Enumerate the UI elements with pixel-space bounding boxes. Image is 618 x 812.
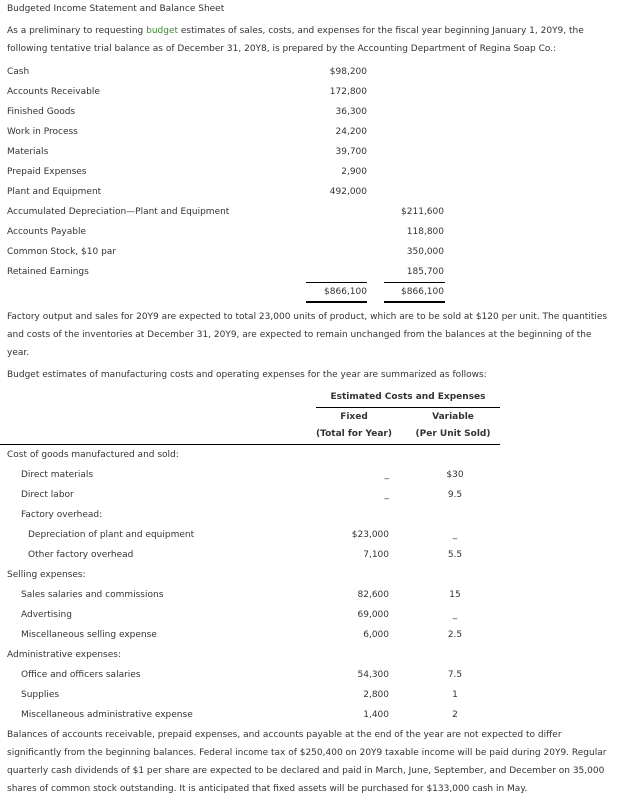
trial-balance-row xyxy=(0,222,618,242)
account-name: Prepaid Expenses xyxy=(7,167,87,177)
cost-label: Direct materials xyxy=(21,470,94,480)
estimate-row xyxy=(0,625,618,645)
trial-balance-total-row xyxy=(0,282,618,302)
estimates-group-header: Estimated Costs and Expenses xyxy=(330,392,486,402)
fixed-cost: 82,600 xyxy=(357,590,389,600)
trial-balance-row xyxy=(0,122,618,142)
closing-paragraph: Balances of accounts receivable, prepaid expenses, and accounts payable at the end of the year are not expected to differ significantly from the beginning balances. Federal income tax of $250,400 on 20Y9 taxable income will be paid during 20Y9. Regular quarterly cash dividends of $1 per share are expected to be declared and paid in March, June, September, and December on 35,000 shares of common stock outstanding. It is anticipated that fixed assets will be purchased for $133,000 cash in May. xyxy=(7,730,607,794)
variable-cost: 9.5 xyxy=(447,490,463,500)
fixed-cost: 54,300 xyxy=(357,670,389,680)
fixed-cost: 2,800 xyxy=(363,690,389,700)
variable-cost: _ xyxy=(452,530,458,540)
intro-text-2: estimates of sales, costs, and expenses for the fiscal year beginning January 1, 20Y9, the following tentative trial balance as of December 31, 20Y8, is prepared by the Accounting Department of Regina Soap Co.: xyxy=(7,26,584,54)
cost-label: Selling expenses: xyxy=(7,570,86,580)
account-name: Accounts Receivable xyxy=(7,87,100,97)
cost-label: Depreciation of plant and equipment xyxy=(28,530,195,540)
cost-label: Miscellaneous administrative expense xyxy=(21,710,193,720)
estimate-row xyxy=(0,465,618,485)
total-credit: $866,100 xyxy=(401,287,444,297)
debit-amount: $98,200 xyxy=(329,67,367,77)
variable-header: Variable xyxy=(432,412,474,422)
debit-amount: 172,800 xyxy=(329,87,367,97)
credit-amount: 185,700 xyxy=(406,267,444,277)
debit-amount: 492,000 xyxy=(329,187,367,197)
credit-amount: $211,600 xyxy=(401,207,444,217)
fixed-subheader: (Total for Year) xyxy=(316,429,392,439)
cost-label: Miscellaneous selling expense xyxy=(21,630,157,640)
fixed-cost: $23,000 xyxy=(351,530,389,540)
trial-balance-row xyxy=(0,102,618,122)
cost-label: Direct labor xyxy=(21,490,74,500)
estimate-row xyxy=(0,445,618,465)
variable-cost: 15 xyxy=(449,590,461,600)
cost-label: Cost of goods manufactured and sold: xyxy=(7,450,179,460)
debit-amount: 36,300 xyxy=(335,107,367,117)
fixed-cost: 7,100 xyxy=(363,550,389,560)
fixed-cost: 1,400 xyxy=(363,710,389,720)
estimate-row xyxy=(0,565,618,585)
cost-label: Office and officers salaries xyxy=(21,670,141,680)
trial-balance-row xyxy=(0,62,618,82)
page-title: Budgeted Income Statement and Balance Sheet xyxy=(7,4,225,14)
trial-balance-row xyxy=(0,262,618,282)
debit-double-underline xyxy=(306,301,367,303)
estimate-row xyxy=(0,645,618,665)
budget-link[interactable]: budget xyxy=(146,26,179,36)
variable-cost: 1 xyxy=(452,690,458,700)
credit-amount: 350,000 xyxy=(406,247,444,257)
account-name: Retained Earnings xyxy=(7,267,89,277)
account-name: Work in Process xyxy=(7,127,78,137)
estimates-intro: Budget estimates of manufacturing costs and operating expenses for the year are summarized as follows: xyxy=(7,370,487,380)
estimate-row xyxy=(0,685,618,705)
estimate-row xyxy=(0,585,618,605)
estimate-row xyxy=(0,705,618,725)
estimate-row xyxy=(0,525,618,545)
estimate-row xyxy=(0,505,618,525)
variable-cost: _ xyxy=(452,610,458,620)
trial-balance-row xyxy=(0,182,618,202)
intro-text: As a preliminary to requesting xyxy=(7,26,147,36)
cost-label: Advertising xyxy=(21,610,72,620)
fixed-cost: _ xyxy=(384,490,389,500)
account-name: Accounts Payable xyxy=(7,227,87,237)
variable-cost: 7.5 xyxy=(447,670,463,680)
variable-subheader: (Per Unit Sold) xyxy=(415,429,491,439)
debit-amount: 24,200 xyxy=(335,127,367,137)
estimate-row xyxy=(0,665,618,685)
account-name: Materials xyxy=(7,147,49,157)
account-name: Cash xyxy=(7,67,30,77)
variable-cost: 2 xyxy=(452,710,458,720)
account-name: Accumulated Depreciation—Plant and Equipment xyxy=(7,207,230,217)
trial-balance-row xyxy=(0,82,618,102)
group-header-underline xyxy=(316,407,500,408)
credit-amount: 118,800 xyxy=(406,227,444,237)
estimate-row xyxy=(0,545,618,565)
sales-paragraph: Factory output and sales for 20Y9 are expected to total 23,000 units of product, which are to be sold at $120 per unit. The quantities and costs of the inventories at December 31, 20Y9, are expected to remain unchanged from the balances at the beginning of the year. xyxy=(7,312,608,358)
account-name: Finished Goods xyxy=(7,107,76,117)
account-name: Plant and Equipment xyxy=(7,187,102,197)
cost-label: Administrative expenses: xyxy=(7,650,121,660)
cost-label: Factory overhead: xyxy=(21,510,103,520)
variable-cost: $30 xyxy=(446,470,464,480)
fixed-cost: 69,000 xyxy=(357,610,389,620)
trial-balance-row xyxy=(0,142,618,162)
estimate-row xyxy=(0,485,618,505)
trial-balance-row xyxy=(0,242,618,262)
variable-cost: 5.5 xyxy=(447,550,463,560)
cost-label: Other factory overhead xyxy=(28,550,134,560)
cost-label: Sales salaries and commissions xyxy=(21,590,164,600)
credit-double-underline xyxy=(384,301,445,303)
cost-label: Supplies xyxy=(21,690,60,700)
fixed-cost: _ xyxy=(384,470,389,480)
fixed-cost: 6,000 xyxy=(363,630,389,640)
variable-cost: 2.5 xyxy=(447,630,463,640)
fixed-header: Fixed xyxy=(340,412,368,422)
trial-balance-row xyxy=(0,202,618,222)
debit-amount: 2,900 xyxy=(341,167,367,177)
estimate-row xyxy=(0,605,618,625)
total-debit: $866,100 xyxy=(324,287,367,297)
trial-balance-row xyxy=(0,162,618,182)
account-name: Common Stock, $10 par xyxy=(7,247,116,257)
debit-amount: 39,700 xyxy=(335,147,367,157)
intro-paragraph xyxy=(7,22,615,58)
